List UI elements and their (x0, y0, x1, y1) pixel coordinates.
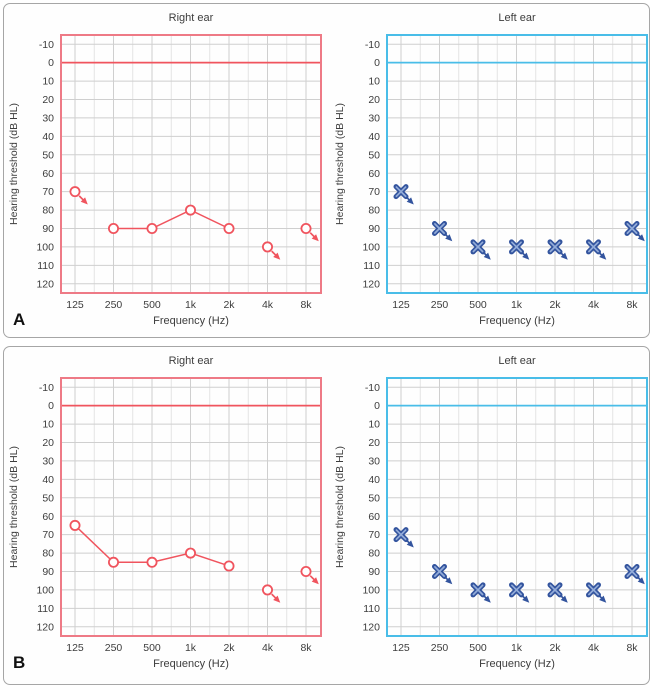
svg-text:4k: 4k (587, 299, 600, 311)
audiogram-b-left-ear (331, 348, 654, 672)
panel-a-label: A (13, 310, 26, 329)
svg-text:30: 30 (42, 112, 54, 125)
svg-text:8k: 8k (300, 299, 312, 311)
svg-text:8k: 8k (626, 642, 638, 654)
svg-text:50: 50 (42, 492, 54, 505)
svg-text:70: 70 (368, 186, 380, 199)
svg-text:4k: 4k (587, 642, 600, 654)
svg-text:8k: 8k (300, 642, 312, 654)
chart-title: Right ear (168, 12, 214, 24)
svg-text:60: 60 (42, 167, 54, 180)
y-axis-title: Hearing threshold (dB HL) (8, 103, 20, 225)
svg-text:4k: 4k (261, 299, 274, 311)
svg-text:70: 70 (42, 529, 54, 542)
svg-text:90: 90 (42, 223, 54, 236)
svg-text:10: 10 (368, 418, 380, 431)
svg-text:1k: 1k (510, 299, 523, 311)
svg-text:90: 90 (42, 566, 54, 579)
svg-text:80: 80 (42, 547, 54, 560)
svg-text:90: 90 (368, 223, 380, 236)
svg-text:0: 0 (374, 400, 380, 413)
svg-text:125: 125 (392, 299, 410, 311)
svg-text:1k: 1k (184, 299, 197, 311)
svg-text:40: 40 (368, 130, 380, 143)
svg-text:0: 0 (48, 57, 54, 70)
svg-text:2k: 2k (549, 299, 561, 311)
svg-text:0: 0 (374, 57, 380, 70)
svg-text:20: 20 (368, 94, 380, 107)
panel-b (3, 346, 650, 685)
svg-text:50: 50 (368, 492, 380, 505)
panel-b-label: B (13, 653, 26, 672)
svg-text:100: 100 (362, 584, 380, 597)
svg-text:60: 60 (368, 167, 380, 180)
svg-text:1k: 1k (510, 642, 523, 654)
x-axis-title: Frequency (Hz) (479, 315, 555, 327)
audiogram-svg-b-right (5, 348, 328, 672)
svg-text:250: 250 (430, 642, 449, 654)
svg-text:110: 110 (37, 602, 54, 615)
svg-text:10: 10 (42, 418, 54, 431)
svg-text:100: 100 (36, 241, 54, 254)
svg-text:250: 250 (104, 642, 123, 654)
svg-text:110: 110 (37, 259, 54, 272)
x-axis-title: Frequency (Hz) (153, 658, 229, 670)
svg-text:120: 120 (362, 621, 380, 634)
svg-text:40: 40 (42, 473, 54, 486)
svg-text:250: 250 (104, 299, 123, 311)
chart-title: Left ear (498, 355, 536, 367)
svg-text:120: 120 (36, 621, 54, 634)
svg-text:10: 10 (368, 75, 380, 88)
svg-text:70: 70 (42, 186, 54, 199)
svg-text:20: 20 (42, 437, 54, 450)
svg-text:8k: 8k (626, 299, 638, 311)
svg-text:50: 50 (368, 149, 380, 162)
svg-text:2k: 2k (223, 642, 235, 654)
y-axis-title: Hearing threshold (dB HL) (334, 103, 346, 225)
svg-text:125: 125 (66, 299, 84, 311)
svg-text:20: 20 (42, 94, 54, 107)
svg-text:-10: -10 (38, 381, 54, 394)
svg-text:-10: -10 (364, 38, 380, 51)
audiogram-svg-a-right (5, 5, 328, 329)
svg-text:60: 60 (42, 510, 54, 523)
svg-text:40: 40 (368, 473, 380, 486)
svg-text:80: 80 (42, 204, 54, 217)
svg-text:110: 110 (363, 259, 380, 272)
audiogram-a-right-ear (5, 5, 328, 329)
svg-text:500: 500 (469, 642, 487, 654)
svg-text:500: 500 (469, 299, 487, 311)
audiogram-b-right-ear (5, 348, 328, 672)
svg-text:-10: -10 (364, 381, 380, 394)
svg-text:-10: -10 (38, 38, 54, 51)
svg-text:500: 500 (143, 299, 161, 311)
svg-text:250: 250 (430, 299, 449, 311)
x-axis-title: Frequency (Hz) (479, 658, 555, 670)
svg-text:100: 100 (362, 241, 380, 254)
svg-text:125: 125 (66, 642, 84, 654)
svg-text:70: 70 (368, 529, 380, 542)
svg-text:2k: 2k (549, 642, 561, 654)
panel-a (3, 3, 650, 338)
audiogram-svg-b-left (331, 348, 654, 672)
svg-text:10: 10 (42, 75, 54, 88)
svg-text:1k: 1k (184, 642, 197, 654)
svg-text:30: 30 (368, 455, 380, 468)
svg-text:120: 120 (362, 278, 380, 291)
svg-text:500: 500 (143, 642, 161, 654)
svg-text:80: 80 (368, 204, 380, 217)
svg-text:30: 30 (368, 112, 380, 125)
svg-text:40: 40 (42, 130, 54, 143)
svg-text:0: 0 (48, 400, 54, 413)
svg-text:20: 20 (368, 437, 380, 450)
svg-text:30: 30 (42, 455, 54, 468)
y-axis-title: Hearing threshold (dB HL) (334, 446, 346, 568)
svg-text:100: 100 (36, 584, 54, 597)
audiogram-svg-a-left (331, 5, 654, 329)
y-axis-title: Hearing threshold (dB HL) (8, 446, 20, 568)
svg-text:50: 50 (42, 149, 54, 162)
chart-title: Left ear (498, 12, 536, 24)
x-axis-title: Frequency (Hz) (153, 315, 229, 327)
svg-text:120: 120 (36, 278, 54, 291)
svg-text:125: 125 (392, 642, 410, 654)
svg-text:80: 80 (368, 547, 380, 560)
svg-text:110: 110 (363, 602, 380, 615)
chart-title: Right ear (168, 355, 214, 367)
svg-text:2k: 2k (223, 299, 235, 311)
svg-text:60: 60 (368, 510, 380, 523)
svg-text:4k: 4k (261, 642, 274, 654)
svg-text:90: 90 (368, 566, 380, 579)
audiogram-a-left-ear (331, 5, 654, 329)
